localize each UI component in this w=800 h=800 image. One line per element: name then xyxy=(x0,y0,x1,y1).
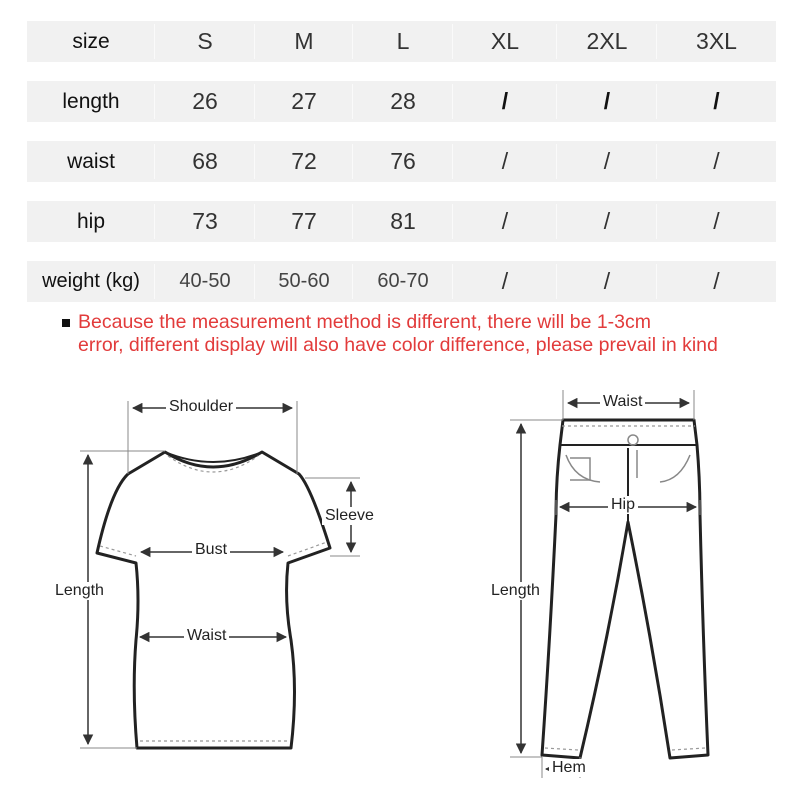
table-cell: / xyxy=(713,88,720,114)
shirt-waist-label: Waist xyxy=(184,627,229,645)
table-cell: 27 xyxy=(255,81,353,122)
table-cell: 73 xyxy=(155,201,255,242)
hip-label: Hip xyxy=(608,496,638,514)
table-cell: 81 xyxy=(353,201,453,242)
tshirt-icon xyxy=(97,452,330,748)
table-cell: / xyxy=(557,81,657,122)
size-3xl-header: 3XL xyxy=(696,28,737,54)
table-cell: / xyxy=(453,261,557,302)
table-cell: / xyxy=(453,81,557,122)
note-line-2: error, different display will also have color difference, please prevail in kind xyxy=(78,334,718,356)
row-label: weight (kg) xyxy=(27,261,155,302)
note-line-1: Because the measurement method is different, there will be 1-3cm xyxy=(78,311,652,333)
size-header-label: size xyxy=(27,21,155,62)
pants-button-icon xyxy=(628,435,638,445)
pants-length-label: Length xyxy=(488,582,543,600)
table-cell: / xyxy=(713,268,720,294)
size-m-header: M xyxy=(255,21,353,62)
table-cell: 76 xyxy=(353,141,453,182)
row-label: length xyxy=(27,81,155,122)
size-2xl-header: 2XL xyxy=(557,21,657,62)
bust-label: Bust xyxy=(192,541,230,559)
size-l-header: L xyxy=(353,21,453,62)
pants-waist-label: Waist xyxy=(600,393,645,411)
table-cell: 72 xyxy=(255,141,353,182)
table-cell: 77 xyxy=(255,201,353,242)
size-xl-header: XL xyxy=(453,21,557,62)
table-cell: 40-50 xyxy=(155,261,255,302)
row-label: hip xyxy=(27,201,155,242)
sleeve-label: Sleeve xyxy=(322,507,377,525)
shirt-length-label: Length xyxy=(52,582,107,600)
table-cell: 60-70 xyxy=(353,261,453,302)
pants-icon xyxy=(542,420,708,758)
table-cell: 50-60 xyxy=(255,261,353,302)
size-s-header: S xyxy=(155,21,255,62)
row-label: waist xyxy=(27,141,155,182)
shoulder-label: Shoulder xyxy=(166,398,236,416)
table-cell: 28 xyxy=(353,81,453,122)
table-cell: / xyxy=(713,208,720,234)
table-cell: / xyxy=(557,201,657,242)
table-cell: 26 xyxy=(155,81,255,122)
stitch-line xyxy=(672,748,705,750)
table-cell: / xyxy=(713,148,720,174)
table-cell: / xyxy=(557,261,657,302)
hem-label: Hem xyxy=(549,759,589,777)
table-cell: / xyxy=(557,141,657,182)
table-cell: 68 xyxy=(155,141,255,182)
table-cell: / xyxy=(453,201,557,242)
table-cell: / xyxy=(453,141,557,182)
stitch-line xyxy=(545,748,578,750)
stitch-line xyxy=(288,542,327,556)
